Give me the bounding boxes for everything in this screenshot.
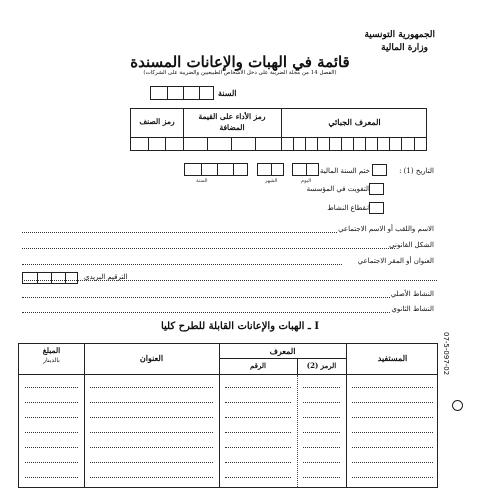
table-row-cell[interactable] <box>352 402 433 403</box>
table-row-cell[interactable] <box>225 432 291 433</box>
table-row-cell[interactable] <box>225 387 291 388</box>
option-cessation: انقطاع النشاط <box>327 204 370 212</box>
table-row-cell[interactable] <box>90 402 213 403</box>
year-label: السنة <box>218 88 237 98</box>
table-row-cell[interactable] <box>303 447 340 448</box>
table-row-cell[interactable] <box>25 402 78 403</box>
field-legal-form-label: الشكل القانوني <box>389 241 434 249</box>
postal-code-input[interactable] <box>22 272 78 284</box>
option-fiscal-year-end: ختم السنة المالية <box>320 167 370 175</box>
table-row-cell[interactable] <box>90 462 213 463</box>
table-row-cell[interactable] <box>352 417 433 418</box>
table-row-cell[interactable] <box>352 387 433 388</box>
date-month-sublabel: الشهر <box>265 178 278 184</box>
table-row-cell[interactable] <box>90 417 213 418</box>
year-input[interactable] <box>150 86 214 100</box>
table-row-cell[interactable] <box>25 447 78 448</box>
table-row-cell[interactable] <box>225 402 291 403</box>
field-address-label: العنوان أو المقر الاجتماعي <box>357 257 434 265</box>
checkbox-cessation[interactable] <box>369 202 384 214</box>
table-row-cell[interactable] <box>90 477 213 478</box>
table-row-cell[interactable] <box>352 447 433 448</box>
table-row-cell[interactable] <box>303 477 340 478</box>
col-amount-unit: بالدينار <box>43 357 60 364</box>
col-identifier: المعرف <box>269 346 296 356</box>
section-title: I ـ الهبات والإعانات القابلة للطرح كليا <box>160 321 320 332</box>
field-name-label: الاسم واللقب أو الاسم الاجتماعي <box>338 225 434 233</box>
table-row-cell[interactable] <box>25 477 78 478</box>
table-row-cell[interactable] <box>352 432 433 433</box>
id-table <box>130 108 427 151</box>
field-postal-label: الترقيم البريدي <box>84 273 128 281</box>
col-code: الرمز (2) <box>306 361 337 370</box>
ministry-name: وزارة المالية <box>381 43 428 53</box>
date-day-input[interactable] <box>292 163 319 176</box>
page-title: قائمة في الهبات والإعانات المسندة <box>130 53 350 71</box>
date-year-sublabel: السنة <box>196 178 208 184</box>
table-row-cell[interactable] <box>90 387 213 388</box>
table-row-cell[interactable] <box>303 432 340 433</box>
table-row-cell[interactable] <box>303 402 340 403</box>
side-reference: 07-5-097-02 <box>442 332 450 376</box>
page-subtitle: (الفصل 14 من مجلة الضريبة على دخل الأشخاص الطبيعيين والضريبة على الشركات) <box>143 70 337 76</box>
table-row-cell[interactable] <box>352 477 433 478</box>
table-row-cell[interactable] <box>90 447 213 448</box>
table-row-cell[interactable] <box>225 462 291 463</box>
date-month-input[interactable] <box>257 163 284 176</box>
field-name-line[interactable] <box>22 232 337 233</box>
emblem-icon <box>452 400 463 411</box>
table-row-cell[interactable] <box>25 462 78 463</box>
vat-code-header: رمز الأداء على القيمة المضافة <box>198 112 266 132</box>
table-row-cell[interactable] <box>25 417 78 418</box>
checkbox-transfer[interactable] <box>369 183 384 195</box>
checkbox-fiscal-year-end[interactable] <box>372 164 387 176</box>
date-label: التاريخ (1) : <box>399 167 434 175</box>
col-beneficiary: المستفيد <box>377 353 408 363</box>
option-transfer: التفويت في المؤسسة <box>306 185 370 193</box>
country-name: الجمهورية التونسية <box>364 30 435 40</box>
table-row-cell[interactable] <box>90 432 213 433</box>
table-row-cell[interactable] <box>225 447 291 448</box>
table-row-cell[interactable] <box>25 387 78 388</box>
date-day-sublabel: اليوم <box>301 178 312 184</box>
table-row-cell[interactable] <box>225 477 291 478</box>
field-secondary-activity-label: النشاط الثانوي <box>391 305 434 313</box>
col-address: العنوان <box>139 353 164 363</box>
field-main-activity-line[interactable] <box>22 297 390 298</box>
col-number: الرقم <box>250 361 266 370</box>
field-main-activity-label: النشاط الأصلي <box>390 290 434 298</box>
table-row-cell[interactable] <box>303 462 340 463</box>
table-row-cell[interactable] <box>303 417 340 418</box>
field-legal-form-line[interactable] <box>22 248 395 249</box>
field-address-line[interactable] <box>22 264 342 265</box>
fiscal-id-header: المعرف الجبائي <box>328 117 381 127</box>
date-year-input[interactable] <box>184 163 248 176</box>
table-row-cell[interactable] <box>225 417 291 418</box>
col-amount: المبلغ <box>42 346 61 355</box>
table-row-cell[interactable] <box>303 387 340 388</box>
donations-table <box>18 343 438 488</box>
table-row-cell[interactable] <box>352 462 433 463</box>
category-code-header: رمز الصنف <box>139 117 175 126</box>
table-row-cell[interactable] <box>25 432 78 433</box>
field-secondary-activity-line[interactable] <box>22 312 390 313</box>
